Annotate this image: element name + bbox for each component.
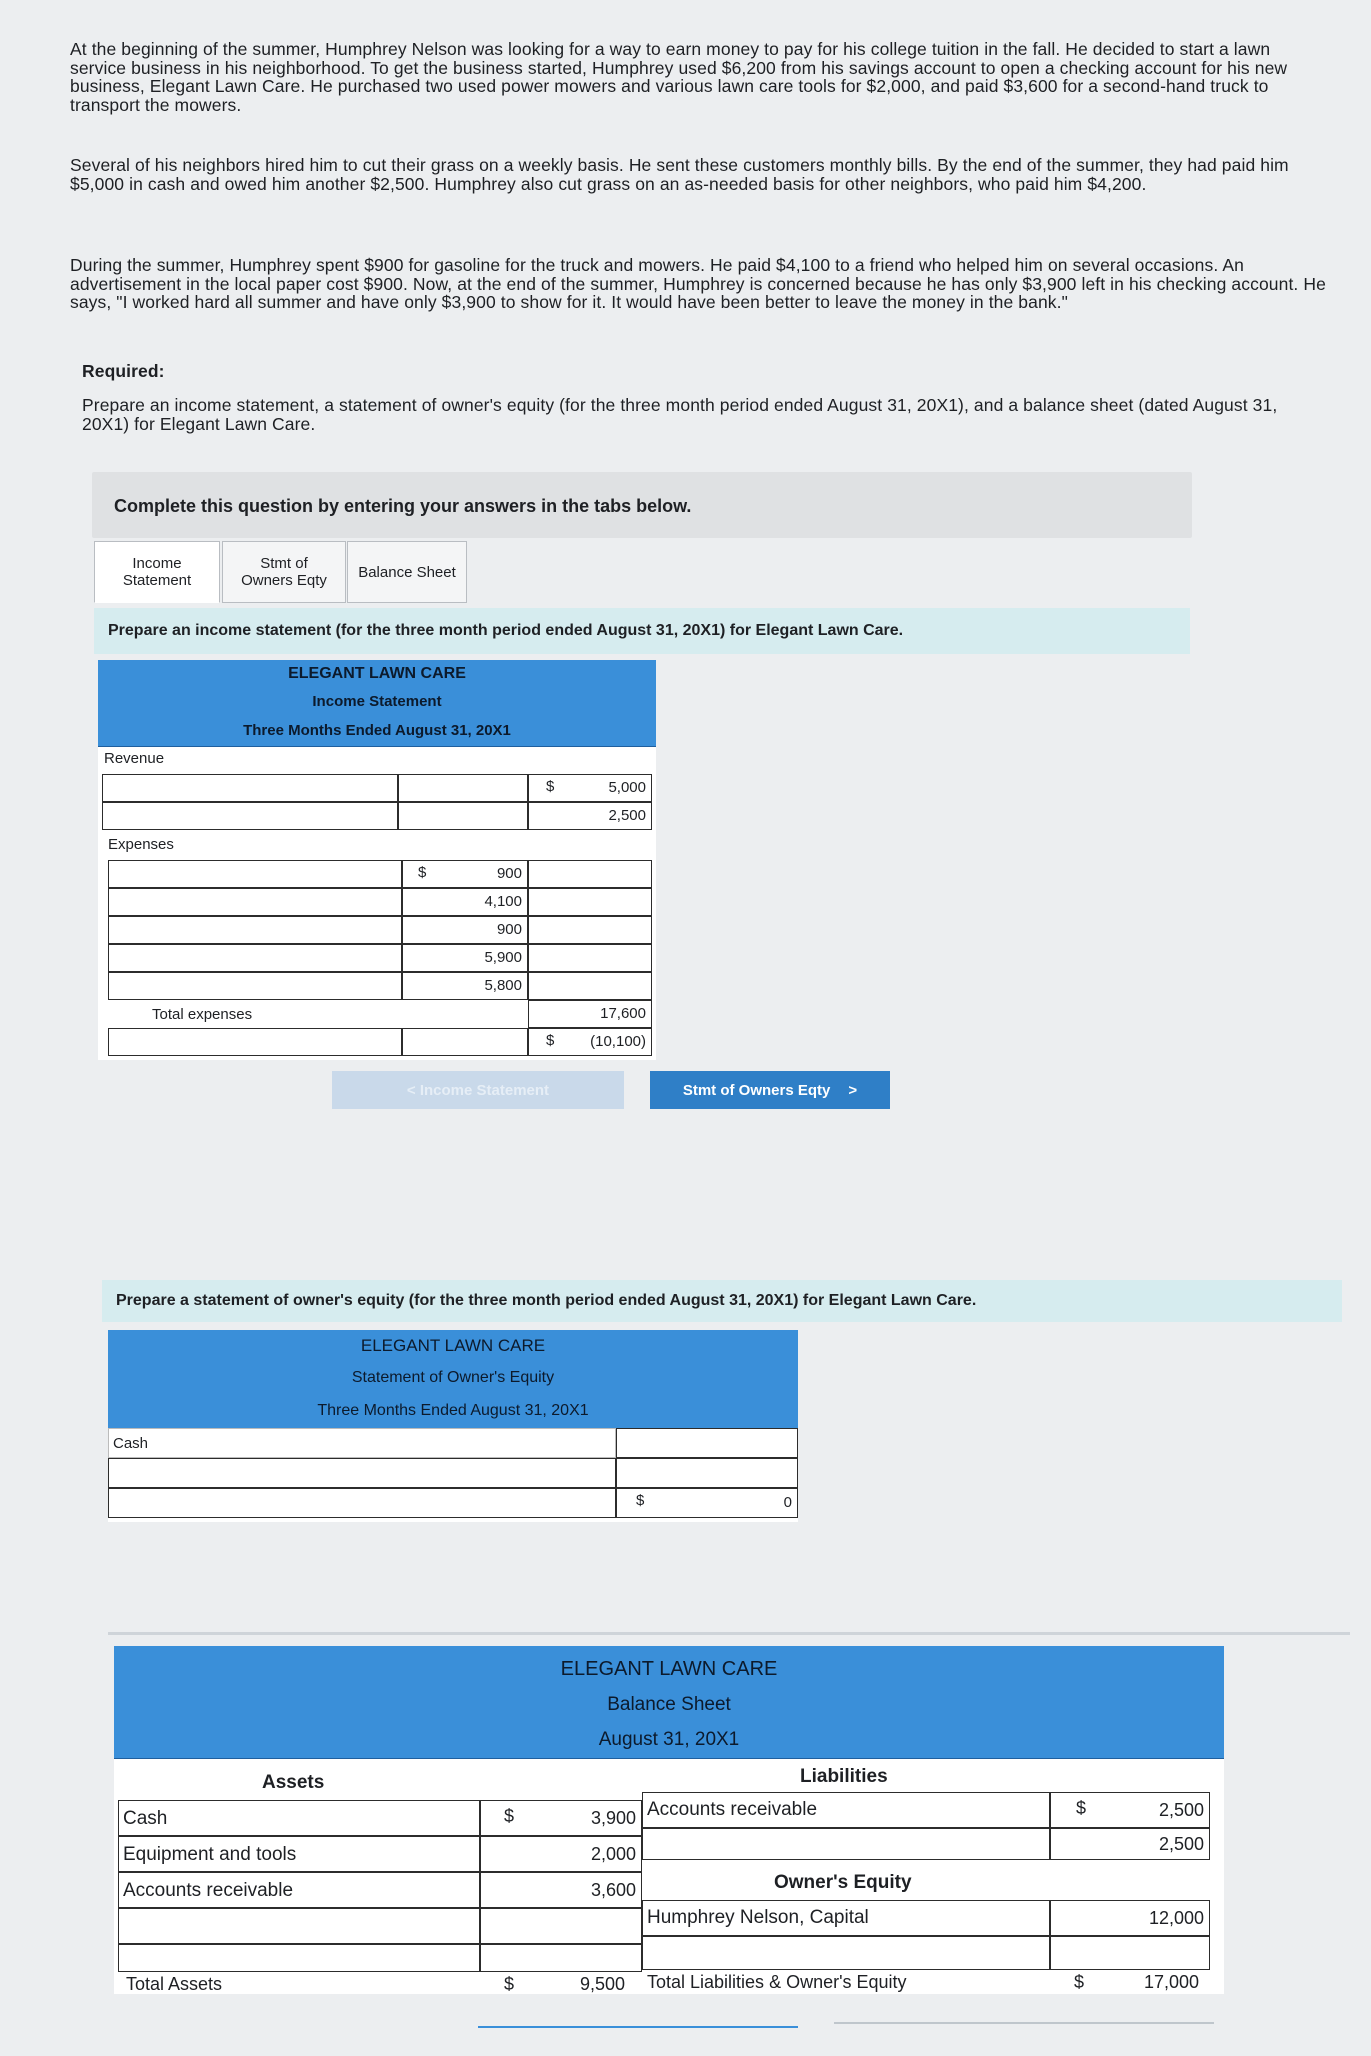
prev-button-label: < Income Statement <box>406 1081 550 1099</box>
required-label: Required: <box>82 361 165 381</box>
expense-amount-5[interactable] <box>402 972 528 1000</box>
liability-label-1[interactable] <box>642 1792 1050 1828</box>
total-assets-value[interactable]: 9,500 <box>580 1974 626 1994</box>
capital-value-text: 12,000 <box>1148 1908 1204 1928</box>
asset-label-1[interactable] <box>118 1800 480 1836</box>
equity-row-label-1[interactable] <box>108 1428 616 1458</box>
asset-value-5[interactable] <box>480 1944 642 1972</box>
expense-total-cell-1 <box>528 860 652 888</box>
required-text: Prepare an income statement, a statement of owner's equity (for the three month period ended August 31, 20X1), and a balance sheet (dated August 31, 20X1) for Elegant Lawn Care. <box>82 395 1278 434</box>
expense-total-cell-3 <box>528 916 652 944</box>
equity-row-amount-1[interactable] <box>616 1428 798 1458</box>
liability-value-2[interactable] <box>1050 1828 1210 1860</box>
income-company: ELEGANT LAWN CARE <box>98 660 656 689</box>
total-le-label <box>642 1970 1050 1994</box>
dollar-sign: $ <box>418 864 427 881</box>
revenue-value-1: 5,000 <box>608 779 646 796</box>
equity-row-amount-2[interactable] <box>616 1458 798 1488</box>
asset-value-text-3: 3,600 <box>590 1880 636 1900</box>
equity-period: Three Months Ended August 31, 20X1 <box>108 1394 798 1429</box>
liability-label-text-1: Accounts receivable <box>647 1799 818 1820</box>
dollar-sign: $ <box>504 1974 515 1994</box>
net-label-input[interactable] <box>108 1028 402 1056</box>
income-statement-table <box>98 660 656 1060</box>
equity-row1-text: Cash <box>113 1435 149 1452</box>
expense-label-input-1[interactable] <box>108 860 402 888</box>
liability-value-1[interactable] <box>1050 1792 1210 1828</box>
instructions-banner <box>92 472 1192 538</box>
expense-value-2: 4,100 <box>484 893 522 910</box>
problem-paragraph-2: Several of his neighbors hired him to cut their grass on a weekly basis. He sent these customers monthly bills. By the end of the summer, they had paid him $5,000 in cash and owed him another $2,500. Humphrey also cut grass on an as-needed basis for other neighbors, who paid him $4,200. <box>70 155 1289 194</box>
dollar-sign: $ <box>636 1492 645 1509</box>
expense-value-5: 5,800 <box>484 977 522 994</box>
equity-total-value: 0 <box>783 1494 792 1511</box>
asset-label-text-3: Accounts receivable <box>123 1880 294 1901</box>
chevron-right-icon: > <box>848 1081 858 1099</box>
balance-date: August 31, 20X1 <box>114 1722 1224 1759</box>
asset-label-3[interactable] <box>118 1872 480 1908</box>
asset-value-3[interactable] <box>480 1872 642 1908</box>
expense-value-1: 900 <box>496 865 522 882</box>
revenue-amount-input-2[interactable] <box>398 802 528 830</box>
asset-label-text-2: Equipment and tools <box>123 1844 297 1865</box>
asset-value-text-1: 3,900 <box>590 1808 636 1828</box>
asset-label-2[interactable] <box>118 1836 480 1872</box>
revenue-label-input-2[interactable] <box>102 802 398 830</box>
expense-amount-4[interactable] <box>402 944 528 972</box>
owners-equity-header: Owner's Equity <box>774 1872 912 1893</box>
expense-label-input-2[interactable] <box>108 888 402 916</box>
expense-label-input-5[interactable] <box>108 972 402 1000</box>
net-empty-cell <box>402 1028 528 1056</box>
total-le-underline <box>834 2022 1214 2024</box>
income-title: Income Statement <box>98 688 656 717</box>
asset-value-4[interactable] <box>480 1908 642 1944</box>
banner-text: Complete this question by entering your answers in the tabs below. <box>114 496 692 516</box>
equity-company: ELEGANT LAWN CARE <box>108 1330 798 1363</box>
expense-total-cell-5 <box>528 972 652 1000</box>
dollar-sign: $ <box>1074 1972 1085 1992</box>
total-le-value[interactable]: 17,000 <box>1144 1972 1200 1992</box>
expense-value-3: 900 <box>496 921 522 938</box>
equity-extra-label[interactable] <box>642 1936 1050 1970</box>
next-button-label: Stmt of Owners Eqty <box>682 1081 831 1099</box>
equity-row-label-2[interactable] <box>108 1458 616 1488</box>
assets-header: Assets <box>262 1772 325 1793</box>
next-button[interactable] <box>650 1071 890 1109</box>
dollar-sign: $ <box>1076 1798 1087 1818</box>
liability-label-2[interactable] <box>642 1828 1050 1860</box>
dollar-sign: $ <box>504 1806 515 1826</box>
revenue-value-2: 2,500 <box>608 807 646 824</box>
tab-label-line1: Stmt of <box>260 555 308 572</box>
expense-amount-2[interactable] <box>402 888 528 916</box>
equity-row-label-3[interactable] <box>108 1488 616 1518</box>
dollar-sign: $ <box>546 778 555 795</box>
total-le-label-text: Total Liabilities & Owner's Equity <box>647 1972 907 1992</box>
balance-sheet-table <box>114 1646 1224 1994</box>
expense-label-input-4[interactable] <box>108 944 402 972</box>
equity-extra-value[interactable] <box>1050 1936 1210 1970</box>
income-period: Three Months Ended August 31, 20X1 <box>98 716 656 747</box>
tab-label: Balance Sheet <box>358 563 456 581</box>
capital-value[interactable] <box>1050 1900 1210 1936</box>
expense-value-4: 5,900 <box>484 949 522 966</box>
divider <box>108 1632 1350 1635</box>
tab-label-line1: Income <box>132 555 182 572</box>
total-assets-label: Total Assets <box>126 1974 223 1994</box>
total-expenses-label: Total expenses <box>152 1006 253 1023</box>
revenue-amount-input-1[interactable] <box>398 774 528 802</box>
prev-button[interactable] <box>332 1071 624 1109</box>
problem-paragraph-3: During the summer, Humphrey spent $900 for gasoline for the truck and mowers. He paid $4,100 to a friend who helped him on several occasions. An advertisement in the local paper cost $900. Now, at the end of the summer, Humphrey is concerned because he has only $3,900 left in his checking account. He says, "I worked hard all summer and have only $3,900 to show for it. It would have been better to leave the money in the bank." <box>70 255 1326 312</box>
equity-title: Statement of Owner's Equity <box>108 1362 798 1395</box>
asset-label-4[interactable] <box>118 1908 480 1944</box>
expense-amount-3[interactable] <box>402 916 528 944</box>
liability-value-text-1: 2,500 <box>1158 1800 1204 1820</box>
balance-company: ELEGANT LAWN CARE <box>114 1646 1224 1689</box>
capital-label[interactable] <box>642 1900 1050 1936</box>
expense-total-cell-2 <box>528 888 652 916</box>
equity-instruction <box>102 1280 1342 1322</box>
asset-label-text-1: Cash <box>123 1808 168 1829</box>
revenue-total-2[interactable] <box>528 802 652 830</box>
tab-balance-sheet[interactable] <box>347 541 467 603</box>
tab-label-line2: Owners Eqty <box>241 572 327 589</box>
liabilities-header: Liabilities <box>800 1766 888 1787</box>
income-instruction-text: Prepare an income statement (for the three month period ended August 31, 20X1) for Elegant Lawn Care. <box>108 622 904 639</box>
tab-label-line2: Statement <box>122 572 192 589</box>
tab-stmt-owners-eqty[interactable] <box>222 541 346 603</box>
capital-label-text: Humphrey Nelson, Capital <box>647 1907 869 1928</box>
asset-label-5[interactable] <box>118 1944 480 1972</box>
net-income-value: (10,100) <box>590 1033 646 1050</box>
problem-paragraph-1: At the beginning of the summer, Humphrey Nelson was looking for a way to earn money to pay for his college tuition in the fall. He decided to start a lawn service business in his neighborhood. To get the business started, Humphrey used $6,200 from his savings account to open a checking account for his new business, Elegant Lawn Care. He purchased two used power mowers and various lawn care tools for $2,000, and paid $3,600 for a second-hand truck to transport the mowers. <box>70 39 1288 115</box>
liability-value-text-2: 2,500 <box>1158 1834 1204 1854</box>
expenses-label: Expenses <box>108 836 174 853</box>
asset-value-2[interactable] <box>480 1836 642 1872</box>
asset-value-text-2: 2,000 <box>590 1844 636 1864</box>
tab-income-statement[interactable] <box>94 541 220 603</box>
total-assets-underline <box>478 2026 798 2028</box>
expense-total-cell-4 <box>528 944 652 972</box>
owners-equity-table <box>108 1330 798 1522</box>
income-instruction <box>94 608 1190 654</box>
revenue-label: Revenue <box>104 750 165 767</box>
equity-instruction-text: Prepare a statement of owner's equity (for the three month period ended August 31, 20X1) for Elegant Lawn Care. <box>116 1292 977 1309</box>
dollar-sign: $ <box>546 1032 555 1049</box>
total-expenses-amount[interactable] <box>528 1000 652 1028</box>
balance-title: Balance Sheet <box>114 1688 1224 1723</box>
expense-label-input-3[interactable] <box>108 916 402 944</box>
revenue-label-input-1[interactable] <box>102 774 398 802</box>
total-expenses-value: 17,600 <box>600 1005 646 1022</box>
